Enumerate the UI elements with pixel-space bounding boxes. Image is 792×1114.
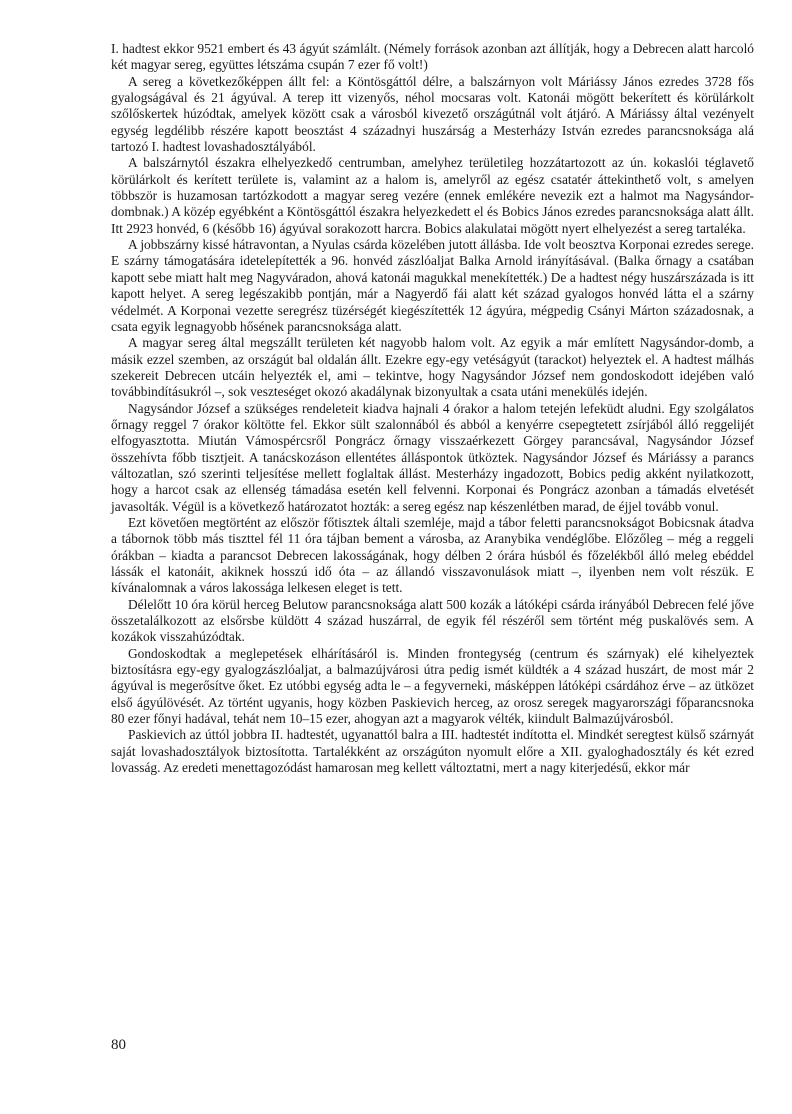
page-number: 80: [111, 1037, 126, 1053]
paragraph-5: A magyar sereg által megszállt területen két nagyobb halom volt. Az egyik a már említett Nagysándor-domb, a másik ezzel szemben, az országút bal oldalán állt. Ezekre egy-egy vetéságyút (tarackot) helyeztek el. A hadtest málhás szekereit Debrecen utcáin helyezték el, ami – tekintve, hogy Nagysándor József nem gondoskodott idejében való továbbindításukról –, sok veszteséget okozó akadálynak bizonyultak a csata utáni menekülés idején.: [111, 335, 754, 400]
body-text: [111, 41, 754, 776]
paragraph-9: Gondoskodtak a meglepetések elhárításáról is. Minden frontegység (centrum és szárnyak) elé kihelyeztek biztosításra egy-egy gyalogzászlóaljat, a balmazújvárosi útra pedig ismét küldték a 4 század huszárt, de most már 2 ágyúval is megerősítve őket. Ez utóbbi egység adta le – a fegyverneki, másképpen látóképi csárdához érve – az ütközet első ágyúlövését. Az történt ugyanis, hogy közben Paskievich herceg, az orosz seregek magyarországi főparancsnoka 80 ezer főnyi hadával, tehát nem 10–15 ezer, ahogyan azt a magyarok vélték, kiindult Balmazújvárosból.: [111, 645, 754, 727]
paragraph-6: Nagysándor József a szükséges rendeleteit kiadva hajnali 4 órakor a halom tetején lefeküdt aludni. Egy szolgálatos őrnagy reggel 7 órakor költötte fel. Ekkor sült szalonnából és abból a kenyérre csepegtetett zsírjából álló reggelijét elfogyasztotta. Miután Vámospércsről Pongrácz őrnagy visszaérkezett Görgey parancsával, Nagysándor József összehívta főbb tisztjeit. A tanácskozáson ellentétes álláspontok ütköztek. Nagysándor József és Máriássy a parancs változatlan, szó szerinti teljesítése mellett foglaltak állást. Mesterházy ingadozott, Bobics pedig akként nyilatkozott, hogy a harcot csak az ellenség támadása esetén kell felvenni. Korponai és Pongrácz azonban a támadás elvetését javasolták. Végül is a következő határozatot hozták: a sereg egész nap készenlétben marad, de éjjel tovább vonul.: [111, 400, 754, 514]
paragraph-4: A jobbszárny kissé hátravontan, a Nyulas csárda közelében jutott állásba. Ide volt beosztva Korponai ezredes serege. E szárny támogatására idetelepítették a 96. honvéd zászlóaljat Balka Arnold irányításával. (Balka őrnagy a csatában kapott sebe miatt halt meg Nagyváradon, ahová katonái magukkal menekítették.) De a hadtest négy huszárszázada is itt kapott helyet. A sereg legészakibb pontján, már a Nagyerdő fái alatt két század gyalogos honvéd látta el a szárny védelmét. A Korponai vezette seregrész tüzérségét kiegészítették 12 ágyúra, mégpedig Csányi Márton századosnak, a csata egyik legnagyobb hősének parancsnoksága alatt.: [111, 237, 754, 334]
paragraph-3: A balszárnytól északra elhelyezkedő centrumban, amelyhez területileg hozzátartozott az ún. kokaslói téglavető körülárkolt és kerített területe is, valamint az a halom is, amelyről az egész csatatér áttekinthető volt, s amelyen többször is huzamosan tartózkodott a magyar sereg vezére (ennek emlékére nevezik ezt a halmot ma Nagysándor-dombnak.) A közép egyébként a Köntösgáttól északra helyezkedett el és Bobics János ezredes parancsnoksága alatt állt. Itt 2923 honvéd, 6 (később 16) ágyúval sorakozott harcra. Bobics alakulatai mögött nyert elhelyezést a sereg tartaléka.: [111, 155, 754, 236]
paragraph-1: I. hadtest ekkor 9521 embert és 43 ágyút számlált. (Némely források azonban azt állítják, hogy a Debrecen alatt harcoló két magyar sereg, együttes létszáma csupán 7 ezer fő volt!): [111, 41, 754, 73]
paragraph-8: Délelőtt 10 óra körül herceg Belutow parancsnoksága alatt 500 kozák a látóképi csárda irányából Debrecen felé jőve összetalálkozott az elsőrsbe küldött 4 század huszárral, de egyik fél részéről sem történt még puskalövés sem. A kozákok visszahúzódtak.: [111, 596, 754, 645]
paragraph-2: A sereg a következőképpen állt fel: a Köntösgáttól délre, a balszárnyon volt Máriássy János ezredes 3728 fős gyalogságával és 21 ágyúval. A terep itt vizenyős, néhol mocsaras volt. Katonái mögött bekerített és körülárkolt szőlőskertek húzódtak, amelyek között csak a városból kivezető országútnál volt átjáró. A Máriássy által vezényelt egység legdélibb részére kapott beosztást 4 századnyi huszárság a Mesterházy István ezredes parancsnoksága alá tartozó I. hadtest lovashadosztályából.: [111, 73, 754, 155]
paragraph-7: Ezt követően megtörtént az először főtisztek általi szemléje, majd a tábor feletti parancsnokságot Bobicsnak átadva a tábornok több más tiszttel fél 11 óra tájban bement a városba, az Aranybika vendéglőbe. Előzőleg – még a reggeli órákban – kiadta a parancsot Debrecen lakosságának, hogy délben 2 órára húsból és főzelékből álló meleg ebéddel lássák el katonáit, akiknek hosszú idő óta – az állandó visszavonulások miatt –, ilyenben nem volt részük. E kívánalomnak a város lakossága lelkesen eleget is tett.: [111, 514, 754, 596]
paragraph-10: Paskievich az úttól jobbra II. hadtestét, ugyanattól balra a III. hadtestét indította el. Mindkét seregtest külső szárnyát saját lovashadosztályok biztosította. Tartalékként az országúton nyomult előre a XII. gyaloghadosztály és két ezred lovasság. Az eredeti menettagozódást hamarosan meg kellett változtatni, mert a nagy kiterjedésű, ekkor már: [111, 727, 754, 776]
